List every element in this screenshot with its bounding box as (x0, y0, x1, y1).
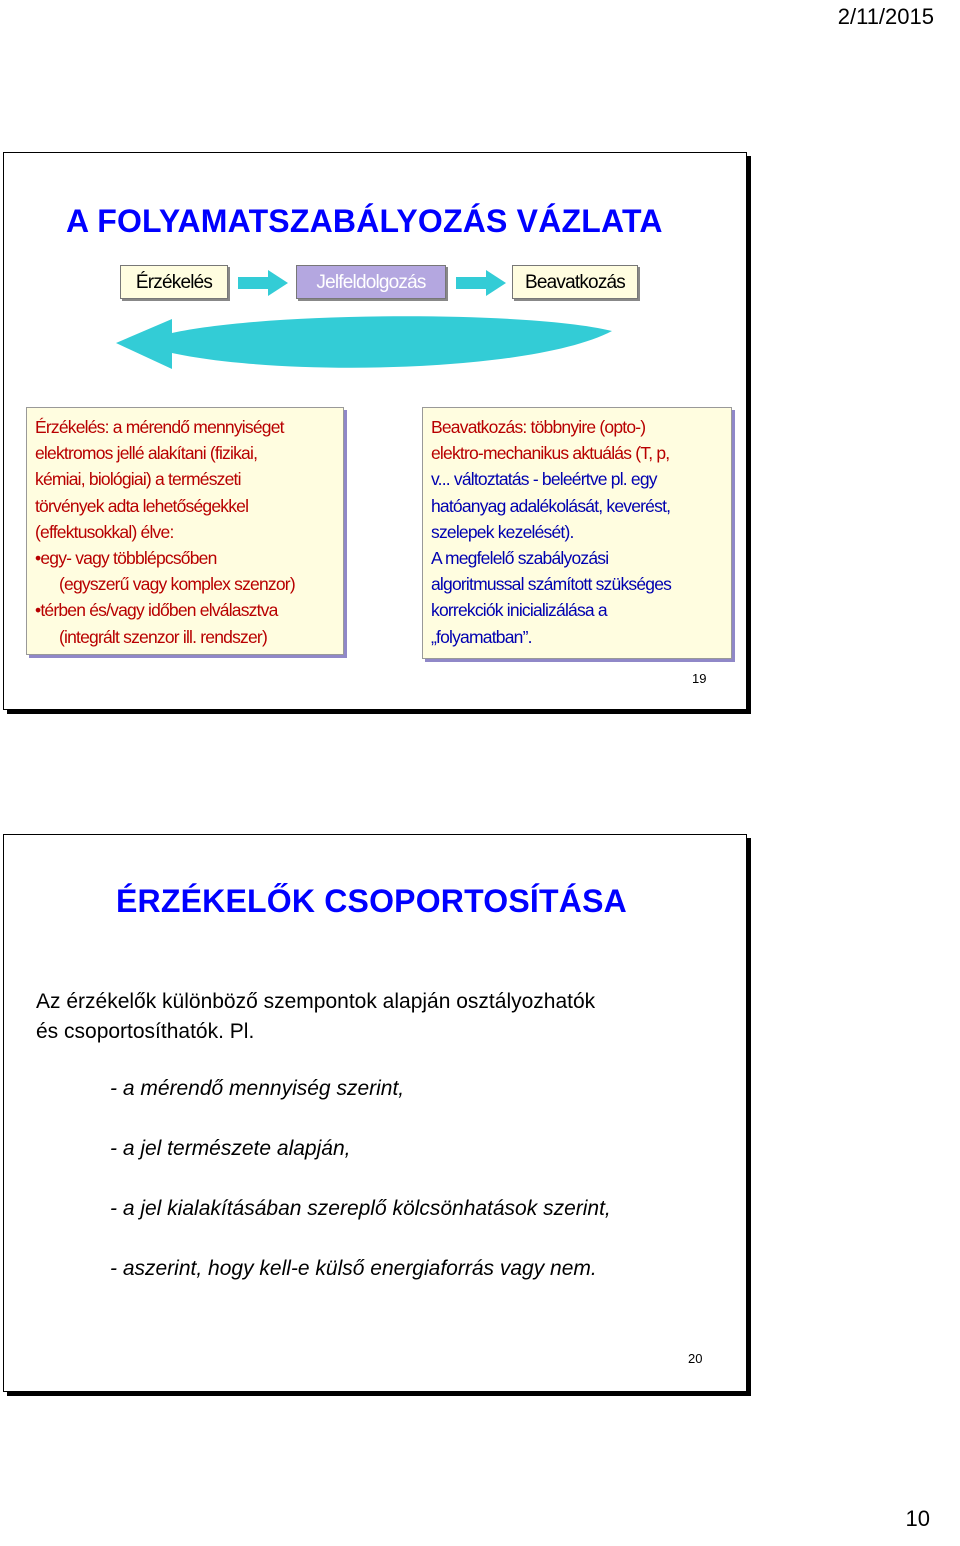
text-line: v... változtatás - beleértve pl. egy (431, 469, 657, 490)
criterion-item: - a jel természete alapján, (110, 1137, 351, 1160)
text-line: (integrált szenzor ill. rendszer) (59, 626, 267, 647)
intro-text (36, 987, 736, 1047)
bullet-item: •térben és/vagy időben elválasztva (35, 600, 278, 621)
slide-number: 19 (692, 671, 707, 686)
text-line: elektro-mechanikus aktuálás (T, p, (431, 443, 670, 464)
text-line: Beavatkozás: többnyire (opto-) (431, 417, 646, 437)
sensing-description-box (26, 407, 344, 655)
text-line: és csoportosíthatók. Pl. (36, 1020, 255, 1043)
feedback-arrow-icon (112, 313, 642, 379)
flow-step-actuation: Beavatkozás (512, 265, 638, 299)
text-line: törvények adta lehetőségekkel (35, 495, 249, 516)
slide-title: A FOLYAMATSZABÁLYOZÁS VÁZLATA (66, 203, 663, 239)
flow-step-sensing: Érzékelés (120, 265, 228, 299)
text-line: A megfelelő szabályozási (431, 548, 609, 569)
text-line: (effektusokkal) élve: (35, 521, 174, 542)
page-date: 2/11/2015 (837, 4, 934, 29)
slide-title: ÉRZÉKELŐK CSOPORTOSÍTÁSA (116, 883, 627, 919)
slide-20 (3, 834, 747, 1392)
text-line: hatóanyag adalékolását, keverést, (431, 495, 671, 516)
right-arrow-icon (456, 270, 506, 296)
text-line: „folyamatban”. (431, 626, 532, 647)
right-arrow-icon (238, 270, 288, 296)
text-line: elektromos jellé alakítani (fizikai, (35, 443, 258, 464)
flow-step-processing: Jelfeldolgozás (296, 265, 446, 299)
text-line: (egyszerű vagy komplex szenzor) (59, 574, 295, 595)
bullet-item: •egy- vagy többlépcsőben (35, 548, 217, 569)
criterion-item: - a mérendő mennyiség szerint, (110, 1077, 405, 1100)
text-line: Az érzékelők különböző szempontok alapján osztályozhatók (36, 990, 596, 1013)
text-line: kémiai, biológiai) a természeti (35, 469, 241, 490)
text-line: algoritmussal számított szükséges (431, 574, 672, 595)
slide-19 (3, 152, 747, 710)
text-line: szelepek kezelését). (431, 521, 574, 542)
text-line: Érzékelés: a mérendő mennyiséget (35, 417, 284, 437)
text-line: korrekciók inicializálása a (431, 600, 607, 621)
slide-number: 20 (688, 1351, 703, 1366)
actuation-description-box (422, 407, 732, 659)
bullet-text: térben és/vagy időben elválasztva (40, 600, 278, 621)
criterion-item: - aszerint, hogy kell-e külső energiaforrás vagy nem. (110, 1257, 597, 1280)
page-number: 10 (905, 1506, 930, 1531)
bullet-text: egy- vagy többlépcsőben (40, 548, 217, 569)
criterion-item: - a jel kialakításában szereplő kölcsönhatások szerint, (110, 1197, 611, 1220)
